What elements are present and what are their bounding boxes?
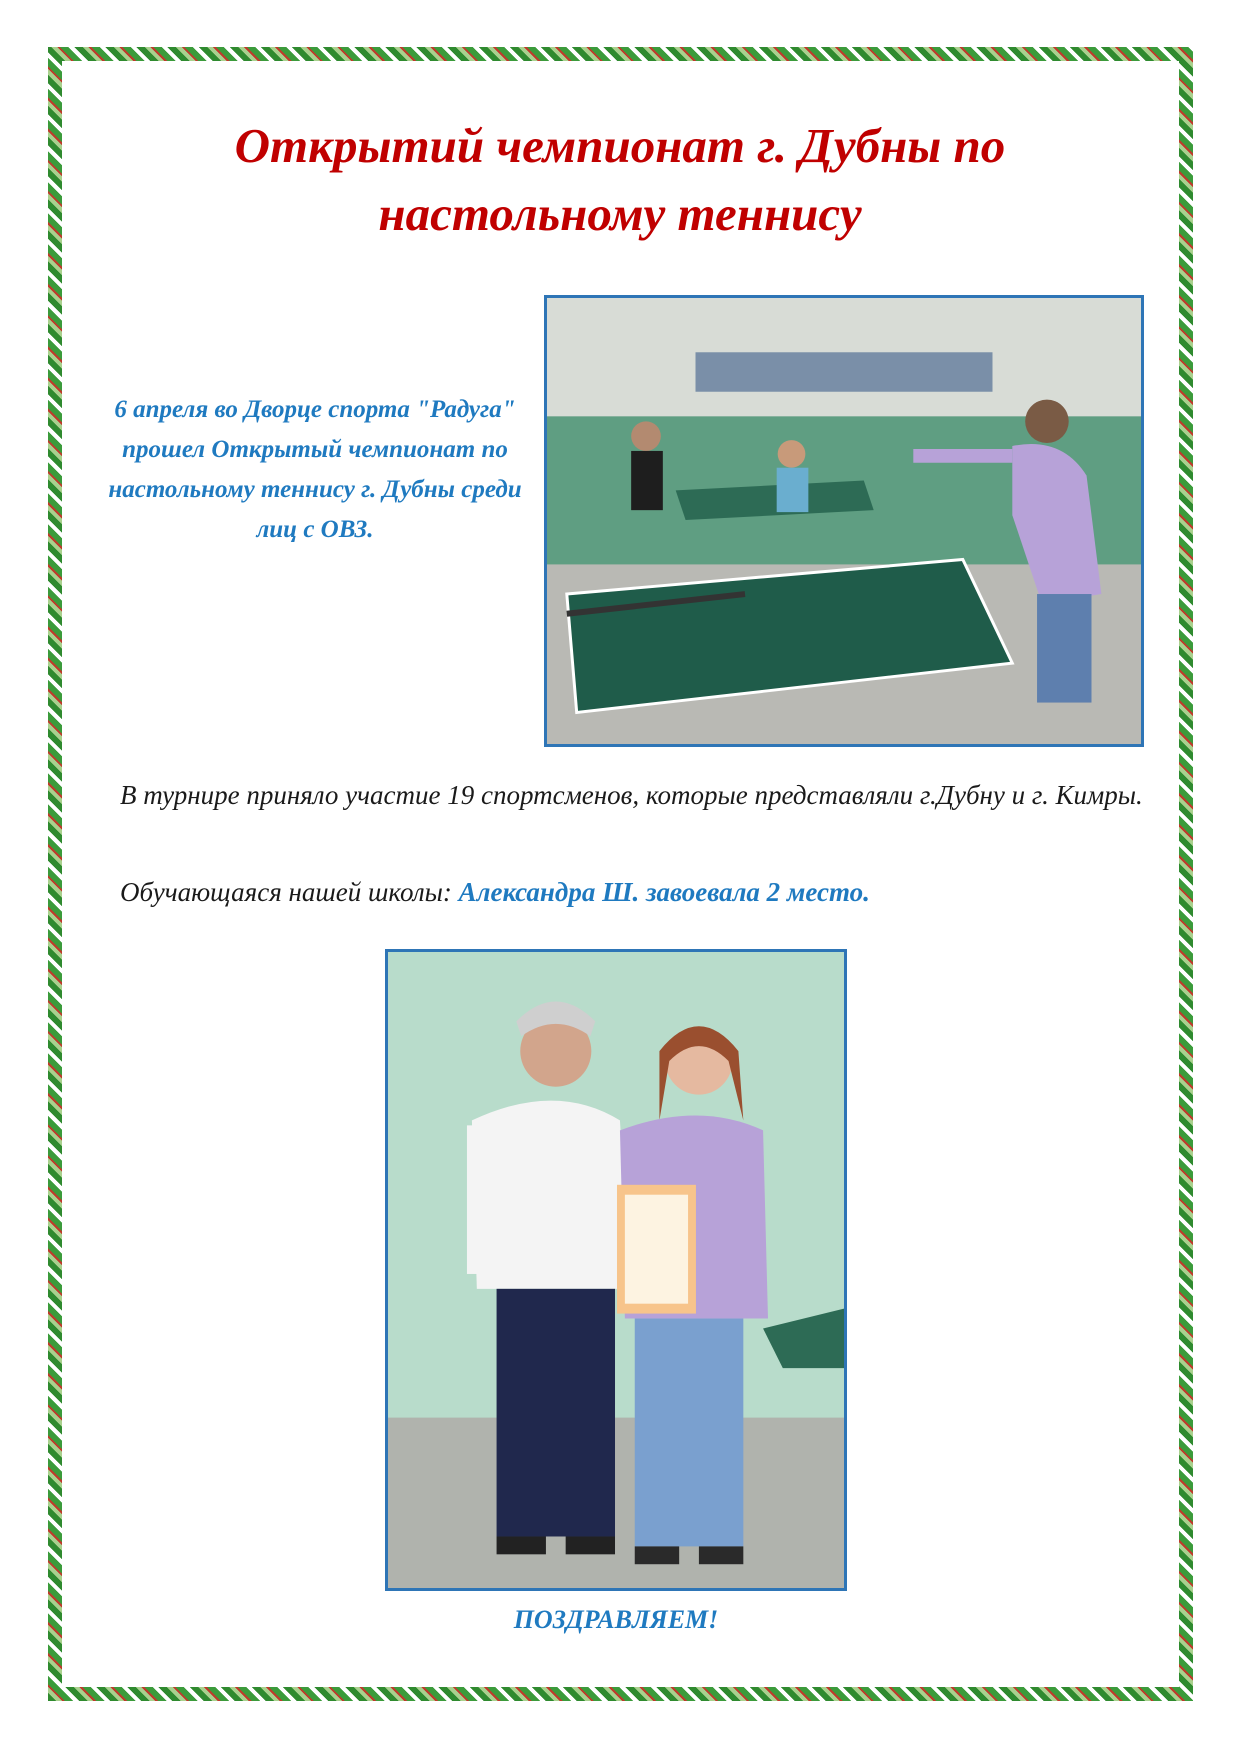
- page-title: Открытий чемпионат г. Дубны по настольному теннису: [234, 118, 1006, 241]
- participants-paragraph: В турнире приняло участие 19 спортсменов, которые представляли г.Дубну и г. Кимры.: [120, 780, 1143, 810]
- achievement-highlight: Александра Ш. завоевала 2 место.: [458, 877, 870, 907]
- tournament-photo: [544, 295, 1144, 747]
- congratulations-text: ПОЗДРАВЛЯЕМ!: [513, 1605, 719, 1634]
- intro-text: 6 апреля во Дворце спорта "Радуга" прошел Открытый чемпионат по настольному теннису г. Дубны среди лиц с ОВЗ.: [108, 396, 522, 543]
- award-photo: [385, 949, 847, 1591]
- achievement-prefix: Обучающаяся нашей школы:: [120, 877, 459, 907]
- achievement-paragraph: [90, 872, 1148, 912]
